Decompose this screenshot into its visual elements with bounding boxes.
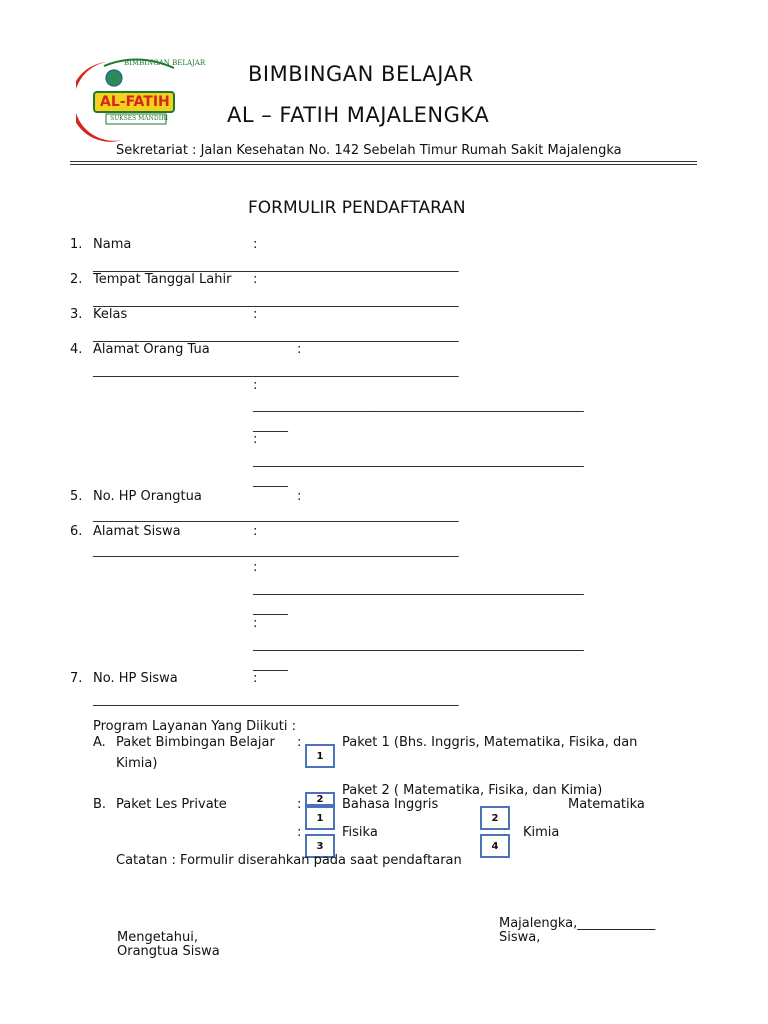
field-separator: : — [253, 378, 258, 393]
program-b-letter: B. — [93, 797, 107, 812]
field-blank-tail[interactable]: ______ — [253, 601, 288, 615]
field-label-hp-ortu: No. HP Orangtua — [93, 489, 202, 504]
field-separator: : — [253, 307, 258, 322]
field-blank-line[interactable]: _______________________________________________________________ — [93, 258, 459, 272]
field-number: 5. — [70, 489, 83, 504]
field-separator: : — [297, 735, 302, 750]
field-number: 4. — [70, 342, 83, 357]
checkbox-matematika[interactable]: 2 — [480, 806, 510, 830]
title-line1: BIMBINGAN BELAJAR — [248, 62, 474, 86]
signature-left-label-1: Mengetahui, — [117, 930, 198, 945]
checkbox-kimia[interactable]: 4 — [480, 834, 510, 858]
field-separator: : — [253, 272, 258, 287]
field-blank-line-long[interactable]: _________________________________________________________ — [253, 637, 584, 651]
signature-place-date[interactable]: Majalengka,____________ — [499, 916, 656, 931]
field-separator: : — [253, 432, 258, 447]
field-separator: : — [297, 825, 302, 840]
program-b-option-2: Matematika — [568, 797, 645, 812]
header-divider-top — [70, 161, 697, 162]
field-blank-line[interactable]: _______________________________________________________________ — [93, 293, 459, 307]
checkbox-fisika[interactable]: 3 — [305, 834, 335, 858]
field-label-alamat-ortu: Alamat Orang Tua — [93, 342, 210, 357]
program-a-option-2: Paket 2 ( Matematika, Fisika, dan Kimia) — [342, 783, 603, 798]
field-blank-line[interactable]: _______________________________________________________________ — [93, 328, 459, 342]
program-a-option-1-cont: Kimia) — [116, 756, 158, 771]
field-number: 3. — [70, 307, 83, 322]
field-separator: : — [297, 489, 302, 504]
program-b-option-1: Bahasa Inggris — [342, 797, 439, 812]
field-label-hp-siswa: No. HP Siswa — [93, 671, 178, 686]
field-number: 2. — [70, 272, 83, 287]
checkbox-bahasa-inggris[interactable]: 1 — [305, 806, 335, 830]
field-blank-tail[interactable]: ______ — [253, 473, 288, 487]
field-blank-line[interactable]: _______________________________________________________________ — [93, 508, 459, 522]
field-number: 7. — [70, 671, 83, 686]
field-blank-line[interactable]: _______________________________________________________________ — [93, 543, 459, 557]
field-label-nama: Nama — [93, 237, 132, 252]
address-line: Sekretariat : Jalan Kesehatan No. 142 Sebelah Timur Rumah Sakit Majalengka — [116, 143, 622, 158]
form-note: Catatan : Formulir diserahkan pada saat pendaftaran — [116, 853, 462, 868]
logo-motto: SUKSES MANDIRI — [110, 115, 168, 122]
program-a-label: Paket Bimbingan Belajar — [116, 735, 275, 750]
checkbox-paket-2[interactable]: 2 — [305, 792, 335, 806]
title-line2: AL – FATIH MAJALENGKA — [227, 103, 490, 127]
logo-arc-text: BIMBINGAN BELAJAR — [124, 59, 206, 67]
header-divider-bottom — [70, 164, 697, 165]
field-separator: : — [253, 616, 258, 631]
field-blank-line[interactable]: _______________________________________________________________ — [93, 692, 459, 706]
program-a-letter: A. — [93, 735, 106, 750]
field-separator: : — [297, 342, 302, 357]
field-separator: : — [253, 237, 258, 252]
form-title: FORMULIR PENDAFTARAN — [248, 198, 466, 218]
program-a-option-1: Paket 1 (Bhs. Inggris, Matematika, Fisika, dan — [342, 735, 638, 750]
program-b-label: Paket Les Private — [116, 797, 227, 812]
field-separator: : — [253, 560, 258, 575]
field-blank-line-long[interactable]: _________________________________________________________ — [253, 453, 584, 467]
field-label-kelas: Kelas — [93, 307, 128, 322]
field-blank-line-long[interactable]: _________________________________________________________ — [253, 581, 584, 595]
field-separator: : — [297, 797, 302, 812]
logo-name: AL-FATIH — [100, 94, 170, 110]
logo — [76, 56, 206, 142]
program-b-option-4: Kimia — [523, 825, 560, 840]
checkbox-paket-1[interactable]: 1 — [305, 744, 335, 768]
signature-right-label: Siswa, — [499, 930, 541, 945]
field-number: 1. — [70, 237, 83, 252]
field-number: 6. — [70, 524, 83, 539]
program-b-option-3: Fisika — [342, 825, 378, 840]
signature-left-label-2: Orangtua Siswa — [117, 944, 220, 959]
field-separator: : — [253, 671, 258, 686]
field-blank-line-long[interactable]: _________________________________________________________ — [253, 398, 584, 412]
program-heading: Program Layanan Yang Diikuti : — [93, 719, 296, 734]
field-blank-tail[interactable]: ______ — [253, 657, 288, 671]
field-blank-line[interactable]: _______________________________________________________________ — [93, 363, 459, 377]
field-separator: : — [253, 524, 258, 539]
field-blank-tail[interactable]: ______ — [253, 418, 288, 432]
field-label-ttl: Tempat Tanggal Lahir — [93, 272, 232, 287]
field-label-alamat-siswa: Alamat Siswa — [93, 524, 181, 539]
